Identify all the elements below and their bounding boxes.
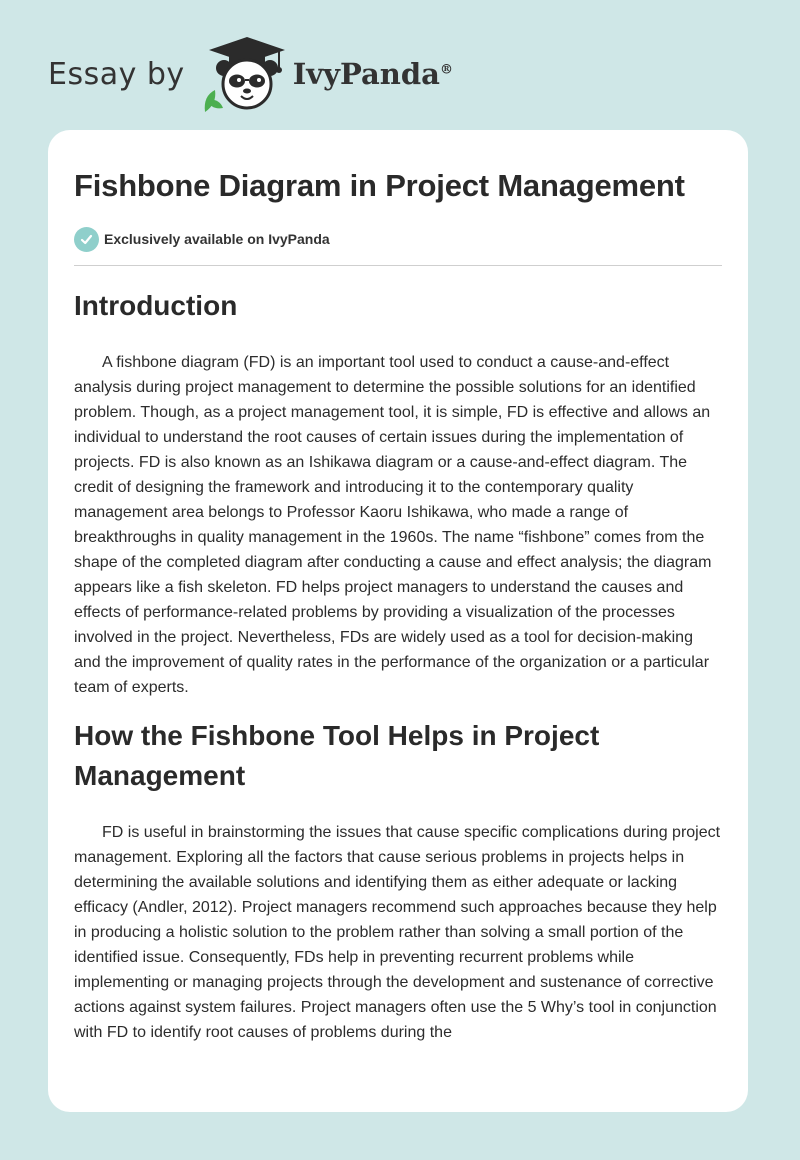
brand-prefix: Essay by — [48, 56, 185, 92]
brand-header — [48, 34, 453, 114]
section-body-how-fishbone-helps: FD is useful in brainstorming the issues that cause specific complications during project management. Exploring all the factors that cause serious problems in projects helps in determining the available solutions and identifying them as either adequate or lacking efficacy (Andler, 2012). Project managers recommend such approaches because they help in producing a holistic solution to the problem rather than solving a small portion of the identified issue. Consequently, FDs help in preventing recurrent problems while implementing or managing projects through the development and sustenance of corrective actions against system failures. Project managers often use the 5 Why’s tool in conjunction with FD to identify root causes of problems during the — [74, 824, 721, 1041]
badge-label: Exclusively available on IvyPanda — [104, 231, 330, 247]
section-heading-introduction: Introduction — [74, 290, 238, 321]
section-body-introduction: A fishbone diagram (FD) is an important tool used to conduct a cause-and-effect analysis during project management to determine the possible solutions for an identified problem. Though, as a project management tool, it is simple, FD is effective and allows an individual to understand the root causes of certain issues during the implementation of projects. FD is also known as an Ishikawa diagram or a cause-and-effect diagram. The credit of designing the framework and introducing it to the contemporary quality management area belongs to Professor Kaoru Ishikawa, who made a range of breakthroughs in quality management in the 1960s. The name “fishbone” comes from the shape of the completed diagram after conducting a cause and effect analysis; the diagram appears like a fish skeleton. FD helps project managers to understand the causes and effects of performance-related problems by providing a visualization of the processes involved in the project. Nevertheless, FDs are widely used as a tool for decision-making and the improvement of quality rates in the performance of the organization or a particular team of experts. — [74, 354, 712, 696]
page-title: Fishbone Diagram in Project Management — [74, 168, 685, 203]
panda-logo-icon[interactable] — [199, 34, 287, 114]
exclusive-badge — [74, 226, 722, 252]
check-icon — [74, 227, 99, 252]
brand-name: IvyPanda® — [292, 57, 453, 91]
section-heading-how-fishbone-helps: How the Fishbone Tool Helps in Project Management — [74, 720, 600, 791]
divider — [74, 265, 722, 266]
essay-card — [48, 130, 748, 1112]
